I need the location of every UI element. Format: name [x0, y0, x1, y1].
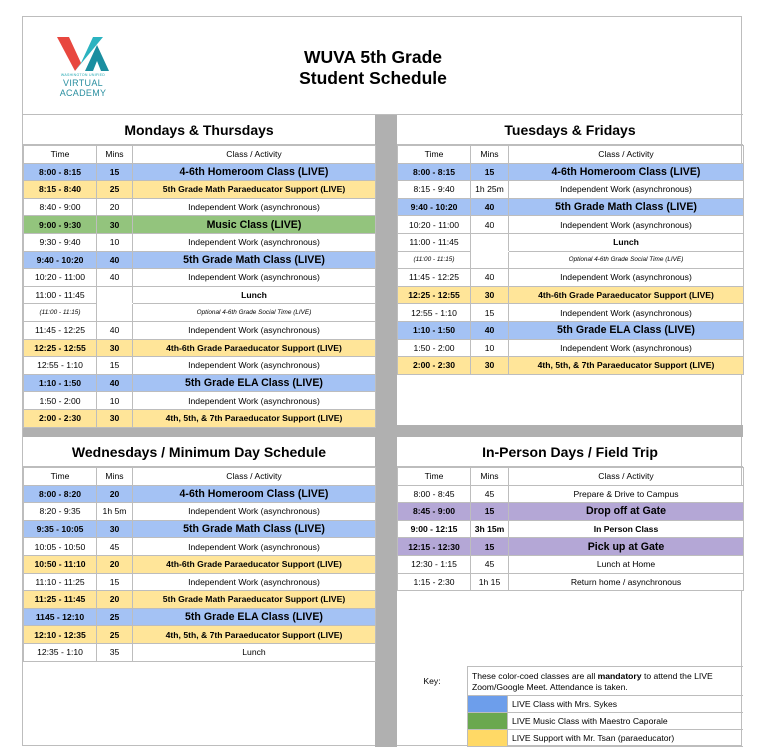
key-swatch-green: [468, 713, 508, 729]
time-cell: 12:55 - 1:10: [24, 357, 97, 375]
key-item-music: LIVE Music Class with Maestro Caporale: [467, 713, 743, 730]
activity-cell: 5th Grade Math Class (LIVE): [509, 198, 744, 216]
time-cell: 10:20 - 11:00: [24, 269, 97, 287]
column-header-mins: Mins: [97, 468, 133, 486]
schedule-row: [24, 485, 376, 503]
schedule-row: [398, 520, 744, 538]
schedule-row: [398, 286, 744, 304]
schedule-sheet: [22, 16, 742, 746]
schedule-row: [398, 321, 744, 339]
schedule-row: [24, 286, 376, 304]
schedule-row: [24, 357, 376, 375]
schedule-row: [24, 608, 376, 626]
time-cell: 1:10 - 1:50: [398, 321, 471, 339]
schedule-row: [398, 216, 744, 234]
mins-cell: 25: [97, 608, 133, 626]
schedule-row: [24, 555, 376, 573]
header: [23, 17, 743, 115]
mins-cell: 40: [471, 198, 509, 216]
schedule-row: [24, 181, 376, 199]
time-cell: 1:50 - 2:00: [24, 392, 97, 410]
activity-cell: Independent Work (asynchronous): [509, 339, 744, 357]
schedule-row: [24, 591, 376, 609]
header-row: [24, 468, 376, 486]
mins-cell: 15: [97, 357, 133, 375]
activity-cell: Return home / asynchronous: [509, 573, 744, 591]
schedule-row: [398, 485, 744, 503]
header-row: [398, 146, 744, 164]
key-label: Key:: [423, 676, 441, 686]
mins-cell: 35: [97, 643, 133, 661]
time-cell: 1:10 - 1:50: [24, 374, 97, 392]
time-cell: 12:35 - 1:10: [24, 643, 97, 661]
time-cell: 12:25 - 12:55: [24, 339, 97, 357]
mins-cell: 1h 15: [471, 573, 509, 591]
time-cell: 2:00 - 2:30: [24, 409, 97, 427]
mins-cell: 20: [97, 485, 133, 503]
column-header-mins: Mins: [97, 146, 133, 164]
mins-cell: 15: [471, 503, 509, 521]
time-cell: 8:15 - 8:40: [24, 181, 97, 199]
activity-cell: 4-6th Homeroom Class (LIVE): [133, 485, 376, 503]
schedule-row: [24, 198, 376, 216]
schedule-row: [24, 269, 376, 287]
time-cell: 9:40 - 10:20: [24, 251, 97, 269]
mins-cell: 1h 5m: [97, 503, 133, 521]
mins-cell: 1h 25m: [471, 181, 509, 199]
time-cell: 9:30 - 9:40: [24, 233, 97, 251]
mins-cell: 40: [471, 269, 509, 287]
schedule-row: [24, 520, 376, 538]
time-cell: 12:25 - 12:55: [398, 286, 471, 304]
activity-cell: Lunch at Home: [509, 555, 744, 573]
time-cell: 11:45 - 12:25: [398, 269, 471, 287]
schedule-row: [24, 163, 376, 181]
mins-cell: 30: [97, 520, 133, 538]
header-row: [398, 468, 744, 486]
mins-cell: 30: [97, 339, 133, 357]
activity-cell: In Person Class: [509, 520, 744, 538]
mins-cell: [471, 233, 509, 251]
time-cell: 1145 - 12:10: [24, 608, 97, 626]
time-cell: 12:55 - 1:10: [398, 304, 471, 322]
mins-cell: 40: [97, 374, 133, 392]
page-title: WUVA 5th Grade Student Schedule: [299, 47, 447, 88]
activity-cell: Independent Work (asynchronous): [509, 181, 744, 199]
time-cell: 8:40 - 9:00: [24, 198, 97, 216]
time-cell: 9:35 - 10:05: [24, 520, 97, 538]
time-cell: 12:30 - 1:15: [398, 555, 471, 573]
section-title-mon-thu: Mondays & Thursdays: [23, 115, 375, 145]
schedule-row: [398, 503, 744, 521]
logo-tagline: WASHINGTON UNIFIED: [60, 73, 106, 77]
time-cell: 9:00 - 12:15: [398, 520, 471, 538]
time-cell: 9:00 - 9:30: [24, 216, 97, 234]
activity-cell: 4th-6th Grade Paraeducator Support (LIVE): [133, 339, 376, 357]
activity-cell: Prepare & Drive to Campus: [509, 485, 744, 503]
va-logo-icon: [51, 35, 115, 73]
activity-cell: Drop off at Gate: [509, 503, 744, 521]
activity-cell: 5th Grade ELA Class (LIVE): [133, 608, 376, 626]
schedule-row: [24, 392, 376, 410]
activity-cell: 5th Grade Math Paraeducator Support (LIVE): [133, 591, 376, 609]
mins-cell: 40: [97, 251, 133, 269]
time-cell: 1:15 - 2:30: [398, 573, 471, 591]
activity-cell: Independent Work (asynchronous): [509, 304, 744, 322]
schedule-row: [24, 233, 376, 251]
activity-cell: 5th Grade Math Class (LIVE): [133, 520, 376, 538]
schedule-row: [24, 503, 376, 521]
activity-cell: 4th, 5th, & 7th Paraeducator Support (LIVE): [509, 357, 744, 375]
time-cell: 10:05 - 10:50: [24, 538, 97, 556]
schedule-row: [24, 538, 376, 556]
activity-cell: Independent Work (asynchronous): [133, 573, 376, 591]
time-cell: 10:50 - 11:10: [24, 555, 97, 573]
schedule-row: [24, 573, 376, 591]
schedule-row: [24, 643, 376, 661]
schedule-row: [398, 163, 744, 181]
mins-cell: 15: [97, 573, 133, 591]
mins-cell: 30: [471, 286, 509, 304]
time-cell: 11:00 - 11:45: [24, 286, 97, 304]
key-item-support: LIVE Support with Mr. Tsan (paraeducator): [467, 730, 743, 747]
header-row: [24, 146, 376, 164]
time-cell: 11:00 - 11:45: [398, 233, 471, 251]
column-header-activity: Class / Activity: [133, 146, 376, 164]
mins-cell: [97, 286, 133, 304]
time-cell: 11:25 - 11:45: [24, 591, 97, 609]
activity-cell: Lunch: [509, 233, 744, 251]
column-header-activity: Class / Activity: [133, 468, 376, 486]
mins-cell: 20: [97, 591, 133, 609]
activity-cell: Independent Work (asynchronous): [133, 538, 376, 556]
key-swatch-blue: [468, 696, 508, 712]
mins-cell: 10: [97, 233, 133, 251]
activity-cell: 5th Grade ELA Class (LIVE): [509, 321, 744, 339]
activity-cell: Independent Work (asynchronous): [133, 269, 376, 287]
time-cell: 8:00 - 8:45: [398, 485, 471, 503]
schedule-row: [398, 198, 744, 216]
column-header-activity: Class / Activity: [509, 468, 744, 486]
logo-name: VIRTUAL ACADEMY: [59, 78, 107, 98]
key-swatch-yellow: [468, 730, 508, 746]
activity-cell: 5th Grade ELA Class (LIVE): [133, 374, 376, 392]
activity-cell: Lunch: [133, 643, 376, 661]
schedule-row: [398, 304, 744, 322]
activity-cell: Pick up at Gate: [509, 538, 744, 556]
activity-cell: 5th Grade Math Paraeducator Support (LIVE): [133, 181, 376, 199]
activity-cell: Independent Work (asynchronous): [133, 503, 376, 521]
activity-cell: Independent Work (asynchronous): [133, 198, 376, 216]
mins-cell: 15: [471, 538, 509, 556]
mins-cell: 15: [471, 163, 509, 181]
time-cell: 8:00 - 8:20: [24, 485, 97, 503]
schedule-row: [398, 269, 744, 287]
mins-cell: 15: [471, 304, 509, 322]
column-header-activity: Class / Activity: [509, 146, 744, 164]
time-cell: 9:40 - 10:20: [398, 198, 471, 216]
time-cell: 12:15 - 12:30: [398, 538, 471, 556]
mins-cell: 30: [97, 216, 133, 234]
activity-cell: Independent Work (asynchronous): [509, 269, 744, 287]
schedule-row: [398, 251, 744, 269]
key-description: These color-coed classes are all mandatory to attend the LIVE Zoom/Google Meet. Attendance is taken.: [467, 666, 743, 696]
activity-cell: 4th-6th Grade Paraeducator Support (LIVE): [509, 286, 744, 304]
schedule-row: [24, 626, 376, 644]
table-wed: [23, 467, 376, 662]
mins-cell: 25: [97, 181, 133, 199]
mins-cell: 30: [97, 409, 133, 427]
section-title-tue-fri: Tuesdays & Fridays: [397, 115, 743, 145]
mins-cell: 40: [471, 216, 509, 234]
mins-cell: 30: [471, 357, 509, 375]
time-cell: 2:00 - 2:30: [398, 357, 471, 375]
mins-cell: 3h 15m: [471, 520, 509, 538]
schedule-row: [24, 216, 376, 234]
horizontal-divider-right: [397, 425, 743, 437]
activity-cell: 5th Grade Math Class (LIVE): [133, 251, 376, 269]
mins-cell: 40: [471, 321, 509, 339]
time-cell: 8:00 - 8:15: [24, 163, 97, 181]
table-tue-fri: [397, 145, 744, 375]
activity-cell: 4-6th Homeroom Class (LIVE): [509, 163, 744, 181]
time-cell: 8:00 - 8:15: [398, 163, 471, 181]
section-title-in-person: In-Person Days / Field Trip: [397, 437, 743, 467]
mins-cell: 45: [471, 555, 509, 573]
mins-cell: 45: [97, 538, 133, 556]
mins-cell: 20: [97, 198, 133, 216]
schedule-row: [24, 251, 376, 269]
time-cell: 1:50 - 2:00: [398, 339, 471, 357]
schedule-row: [398, 357, 744, 375]
schedule-row: [398, 339, 744, 357]
schedule-row: [24, 374, 376, 392]
mins-cell: 40: [97, 269, 133, 287]
activity-cell: Lunch: [133, 286, 376, 304]
time-cell: 10:20 - 11:00: [398, 216, 471, 234]
schedule-row: [398, 233, 744, 251]
column-header-mins: Mins: [471, 146, 509, 164]
schedule-row: [398, 181, 744, 199]
time-cell: 8:45 - 9:00: [398, 503, 471, 521]
activity-cell: Music Class (LIVE): [133, 216, 376, 234]
column-header-time: Time: [24, 146, 97, 164]
time-cell: 11:45 - 12:25: [24, 321, 97, 339]
schedule-row: [24, 321, 376, 339]
mins-cell: [471, 251, 509, 269]
key-item-live-class: LIVE Class with Mrs. Sykes: [467, 696, 743, 713]
activity-cell: Optional 4-6th Grade Social Time (LIVE): [133, 304, 376, 322]
mins-cell: 10: [97, 392, 133, 410]
mins-cell: 25: [97, 626, 133, 644]
time-cell: 11:10 - 11:25: [24, 573, 97, 591]
mins-cell: 10: [471, 339, 509, 357]
wuva-logo: [51, 35, 115, 101]
time-cell: (11:00 - 11:15): [398, 251, 471, 269]
activity-cell: 4th-6th Grade Paraeducator Support (LIVE): [133, 555, 376, 573]
schedule-row: [398, 538, 744, 556]
schedule-row: [24, 409, 376, 427]
mins-cell: 20: [97, 555, 133, 573]
activity-cell: Independent Work (asynchronous): [509, 216, 744, 234]
activity-cell: 4-6th Homeroom Class (LIVE): [133, 163, 376, 181]
activity-cell: Independent Work (asynchronous): [133, 233, 376, 251]
time-cell: 8:15 - 9:40: [398, 181, 471, 199]
column-header-mins: Mins: [471, 468, 509, 486]
time-cell: 8:20 - 9:35: [24, 503, 97, 521]
mins-cell: 15: [97, 163, 133, 181]
table-mon-thu: [23, 145, 376, 428]
schedule-row: [24, 304, 376, 322]
section-title-wed: Wednesdays / Minimum Day Schedule: [23, 437, 375, 467]
mins-cell: [97, 304, 133, 322]
schedule-row: [24, 339, 376, 357]
mins-cell: 40: [97, 321, 133, 339]
activity-cell: Independent Work (asynchronous): [133, 392, 376, 410]
schedule-row: [398, 555, 744, 573]
vertical-divider: [375, 115, 397, 747]
mins-cell: 45: [471, 485, 509, 503]
column-header-time: Time: [398, 146, 471, 164]
time-cell: 12:10 - 12:35: [24, 626, 97, 644]
activity-cell: Independent Work (asynchronous): [133, 357, 376, 375]
activity-cell: Independent Work (asynchronous): [133, 321, 376, 339]
activity-cell: 4th, 5th, & 7th Paraeducator Support (LIVE): [133, 409, 376, 427]
schedule-row: [398, 573, 744, 591]
column-header-time: Time: [398, 468, 471, 486]
time-cell: (11:00 - 11:15): [24, 304, 97, 322]
activity-cell: 4th, 5th, & 7th Paraeducator Support (LIVE): [133, 626, 376, 644]
table-in-person: [397, 467, 744, 591]
activity-cell: Optional 4-6th Grade Social Time (LIVE): [509, 251, 744, 269]
color-key: [397, 666, 743, 747]
column-header-time: Time: [24, 468, 97, 486]
